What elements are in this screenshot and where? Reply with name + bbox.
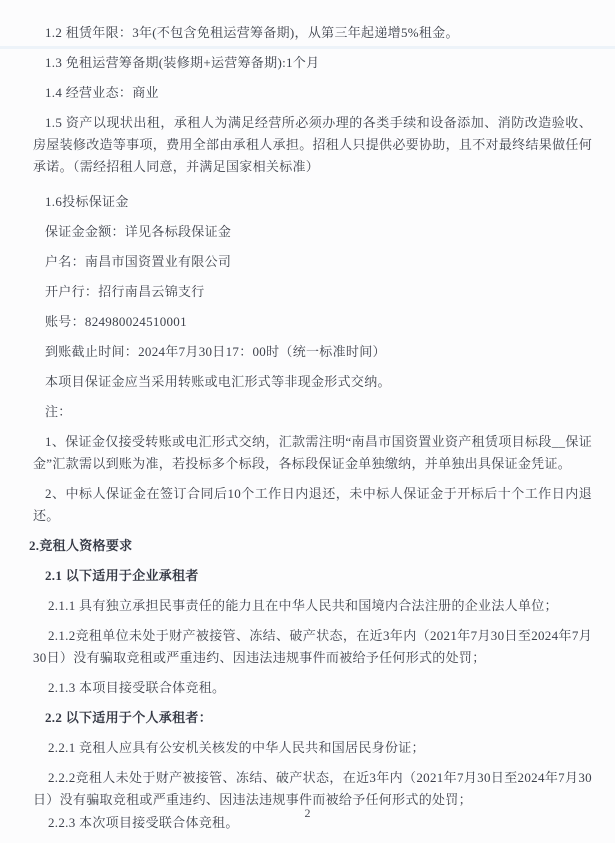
clause-individual-3: 2.2.3 本次项目接受联合体竞租。	[48, 815, 239, 830]
line-arrival-deadline: 到账截止时间：2024年7月30日17：00时（统一标准时间）	[45, 344, 386, 359]
clause-individual-2: 2.2.2竞租人未处于财产被接管、冻结、破产状态，在近3年内（2021年7月30日至2024年7月30日）没有骗取竞租或严重违约、因违法违规事件而被给予任何形式的处罚；	[33, 770, 592, 807]
line-deposit-amount: 保证金金额：详见各标段保证金	[45, 224, 232, 239]
page-number: 2	[304, 806, 311, 820]
clause-enterprise-2: 2.1.2竞租单位未处于财产被接管、冻结、破产状态，在近3年内（2021年7月30日至2024年7月30日）没有骗取竞租或严重违约、因违法违规事件而被给予任何形式的处罚；	[33, 628, 592, 665]
note-item-1: 1、保证金仅接受转账或电汇形式交纳，汇款需注明“南昌市国资置业资产租赁项目标段__保证金”汇款需以到账为准，若投标多个标段，各标段保证金单独缴纳，并单独出具保证金凭证。	[33, 434, 592, 471]
heading-enterprise: 2.1 以下适用于企业承租者	[45, 568, 199, 583]
clause-lease-term: 1.2 租赁年限：3年(不包含免租运营筹备期)，从第三年起递增5%租金。	[45, 25, 459, 40]
note-label: 注：	[45, 404, 72, 419]
clause-enterprise-1: 2.1.1 具有独立承担民事责任的能力且在中华人民共和国境内合法注册的企业法人单位；	[48, 598, 558, 613]
document-content	[29, 22, 592, 842]
note-item-2: 2、中标人保证金在签订合同后10个工作日内退还，未中标人保证金于开标后十个工作日内退还。	[33, 486, 592, 523]
clause-business-type: 1.4 经营业态：商业	[45, 85, 159, 100]
line-account-number: 账号：824980024510001	[45, 314, 187, 329]
clause-asset-status: 1.5 资产以现状出租，承租人为满足经营所必须办理的各类手续和设备添加、消防改造验收、房屋装修改造等事项，费用全部由承租人承担。招租人只提供必要协助，且不对最终结果做任何承诺。（需经招租人同意，并满足国家相关标准）	[33, 115, 592, 174]
line-bank-branch: 开户行：招行南昌云锦支行	[45, 284, 205, 299]
clause-enterprise-3: 2.1.3 本项目接受联合体竞租。	[48, 680, 226, 695]
line-account-name: 户名：南昌市国资置业有限公司	[45, 254, 232, 269]
heading-bid-deposit: 1.6投标保证金	[45, 194, 129, 209]
line-payment-method: 本项目保证金应当采用转账或电汇形式等非现金形式交纳。	[45, 374, 391, 389]
clause-individual-1: 2.2.1 竞租人应具有公安机关核发的中华人民共和国居民身份证；	[48, 740, 425, 755]
clause-rent-free-period: 1.3 免租运营筹备期(装修期+运营筹备期):1个月	[45, 55, 320, 70]
heading-qualification: 2.竞租人资格要求	[29, 538, 133, 553]
heading-individual: 2.2 以下适用于个人承租者：	[45, 710, 212, 725]
